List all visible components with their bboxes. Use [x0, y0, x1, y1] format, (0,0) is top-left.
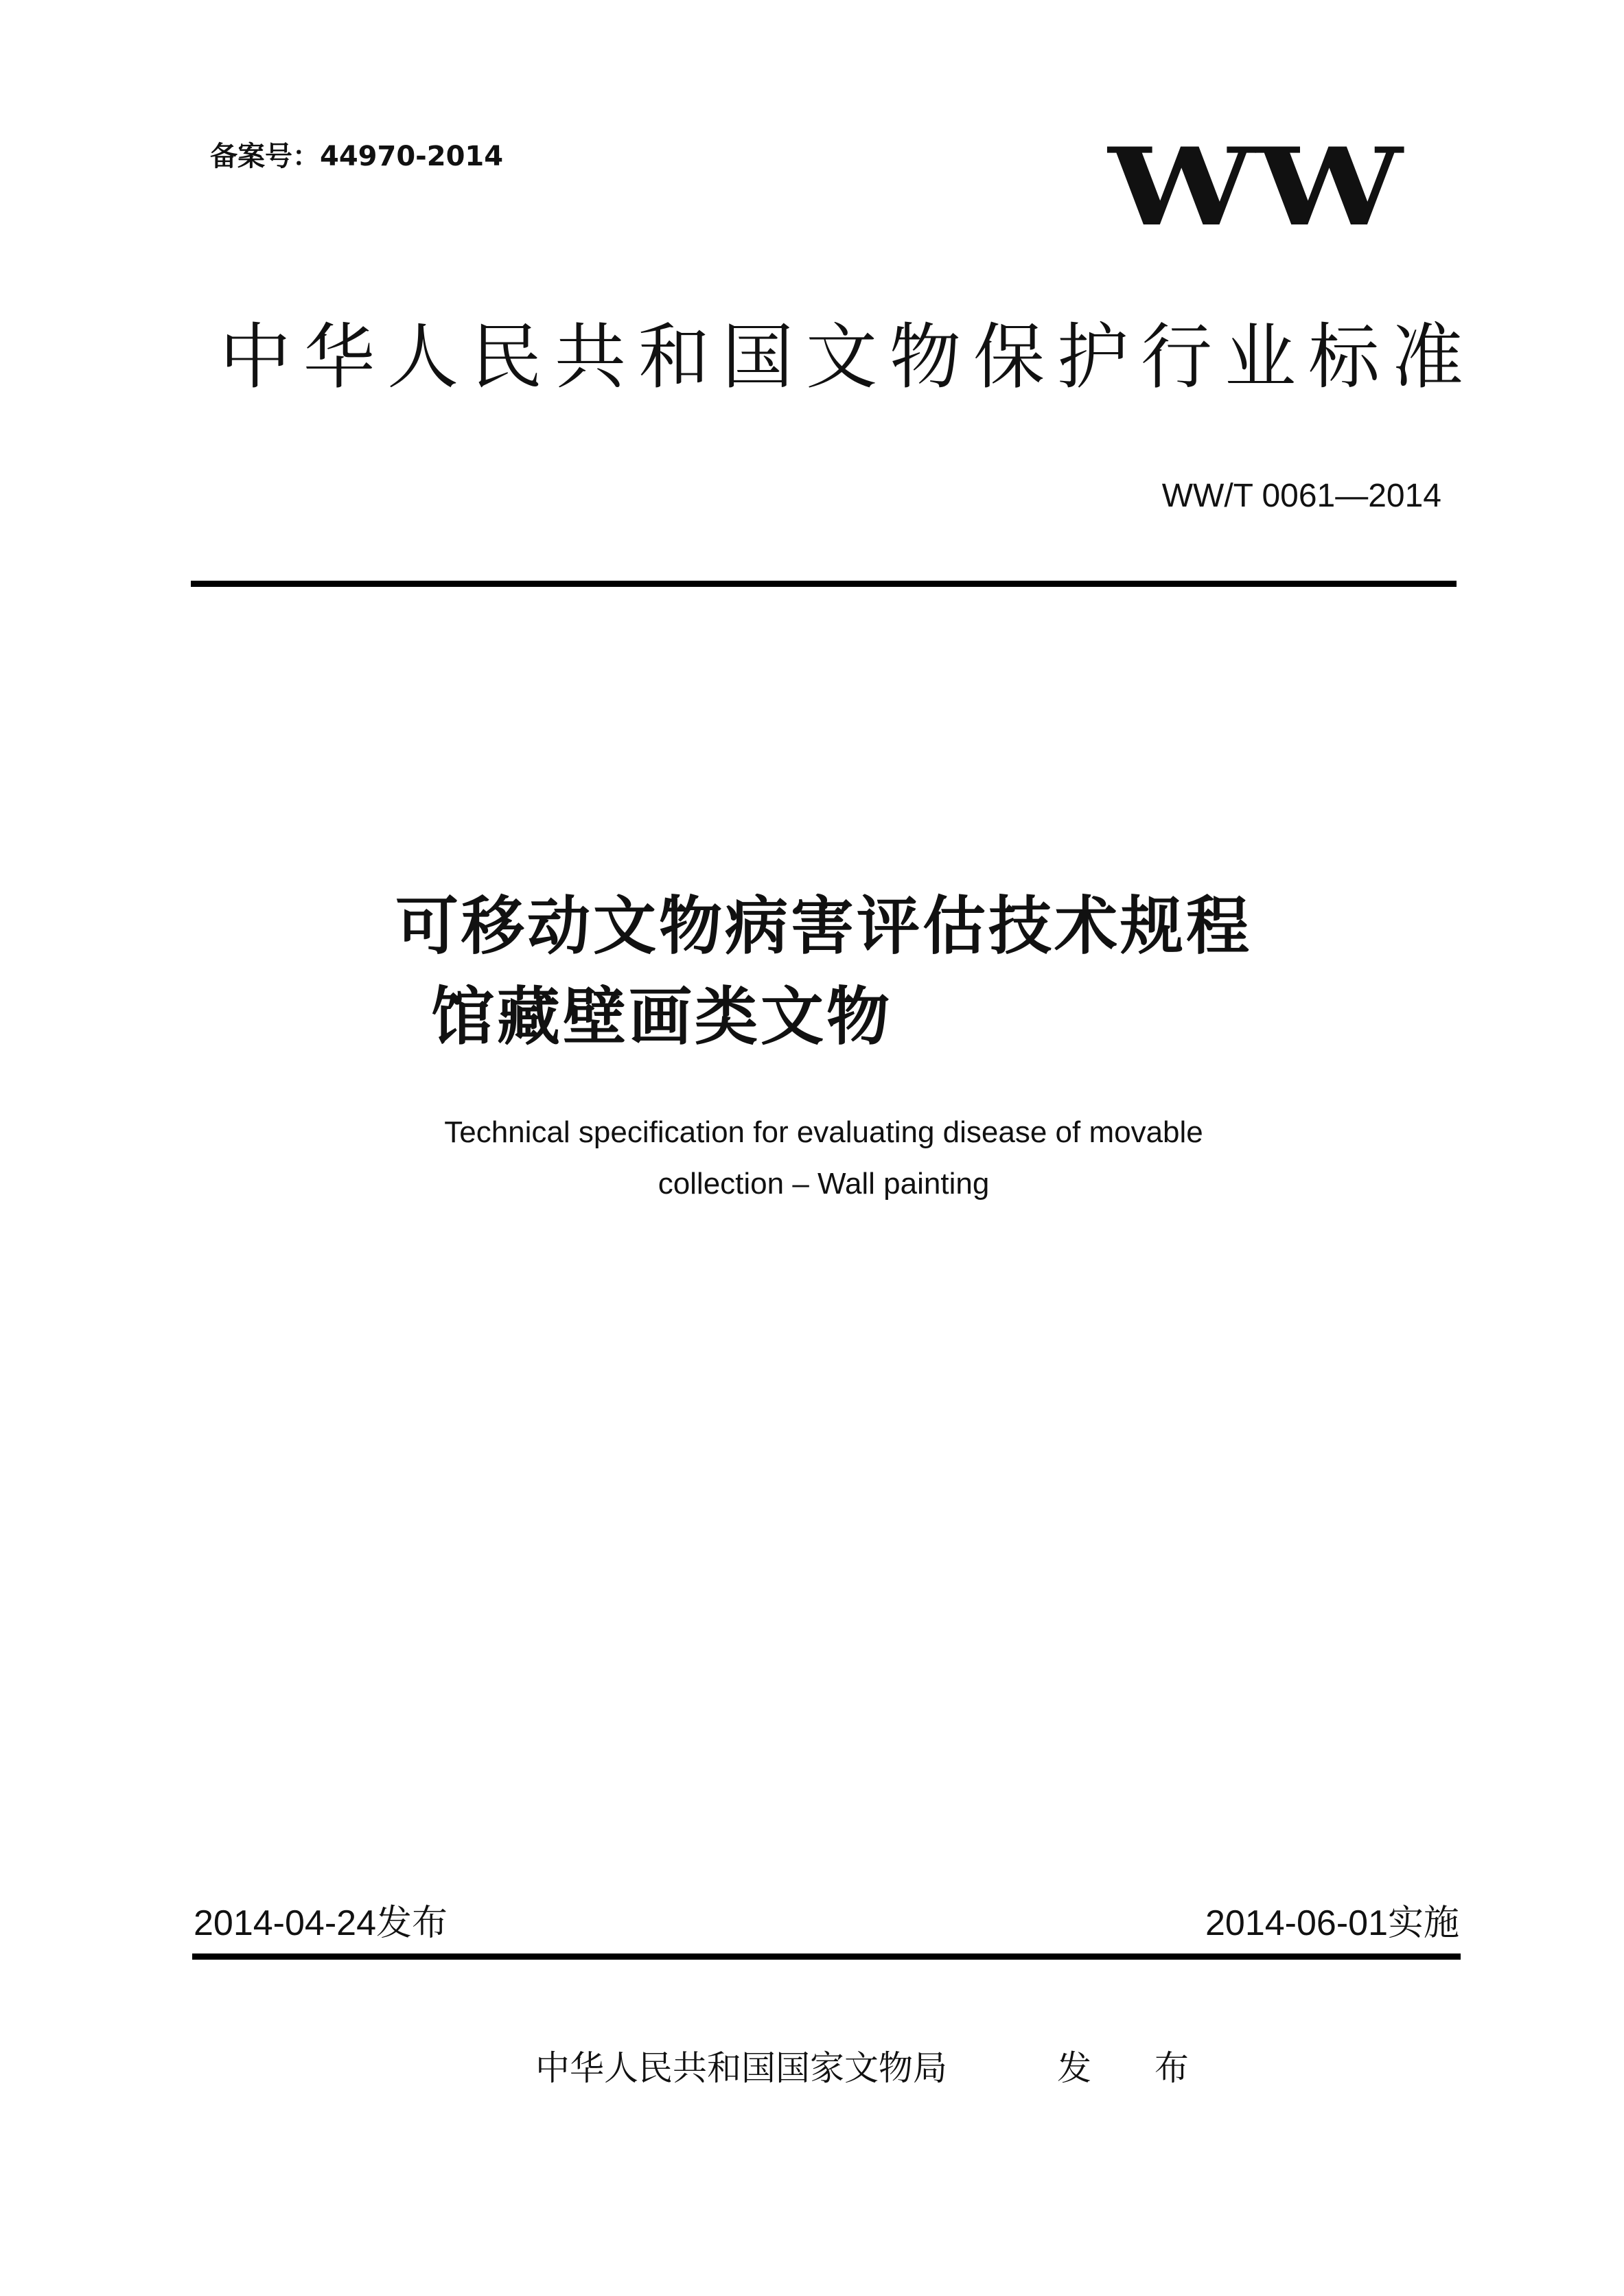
title-english-line2: collection – Wall painting	[658, 1167, 990, 1201]
standard-number: WW/T 0061—2014	[1161, 478, 1441, 514]
title-chinese-line2: 馆藏壁画类文物	[430, 980, 892, 1054]
top-divider	[191, 581, 1457, 587]
publish-label: 发 布	[1057, 2048, 1215, 2088]
publisher: 中华人民共和国国家文物局	[535, 2048, 947, 2088]
record-number: 备案号：44970-2014	[210, 141, 504, 172]
bottom-divider	[192, 1953, 1461, 1960]
title-english-line1: Technical specification for evaluating disease of movable	[444, 1115, 1203, 1149]
issue-date: 2014-04-24发布	[194, 1903, 448, 1943]
category-title: 中华人民共和国文物保护行业标准	[220, 315, 1476, 399]
standard-logo-mark: WW	[1108, 124, 1404, 250]
effective-date: 2014-06-01实施	[1205, 1903, 1459, 1943]
title-chinese-line1: 可移动文物病害评估技术规程	[395, 890, 1252, 963]
